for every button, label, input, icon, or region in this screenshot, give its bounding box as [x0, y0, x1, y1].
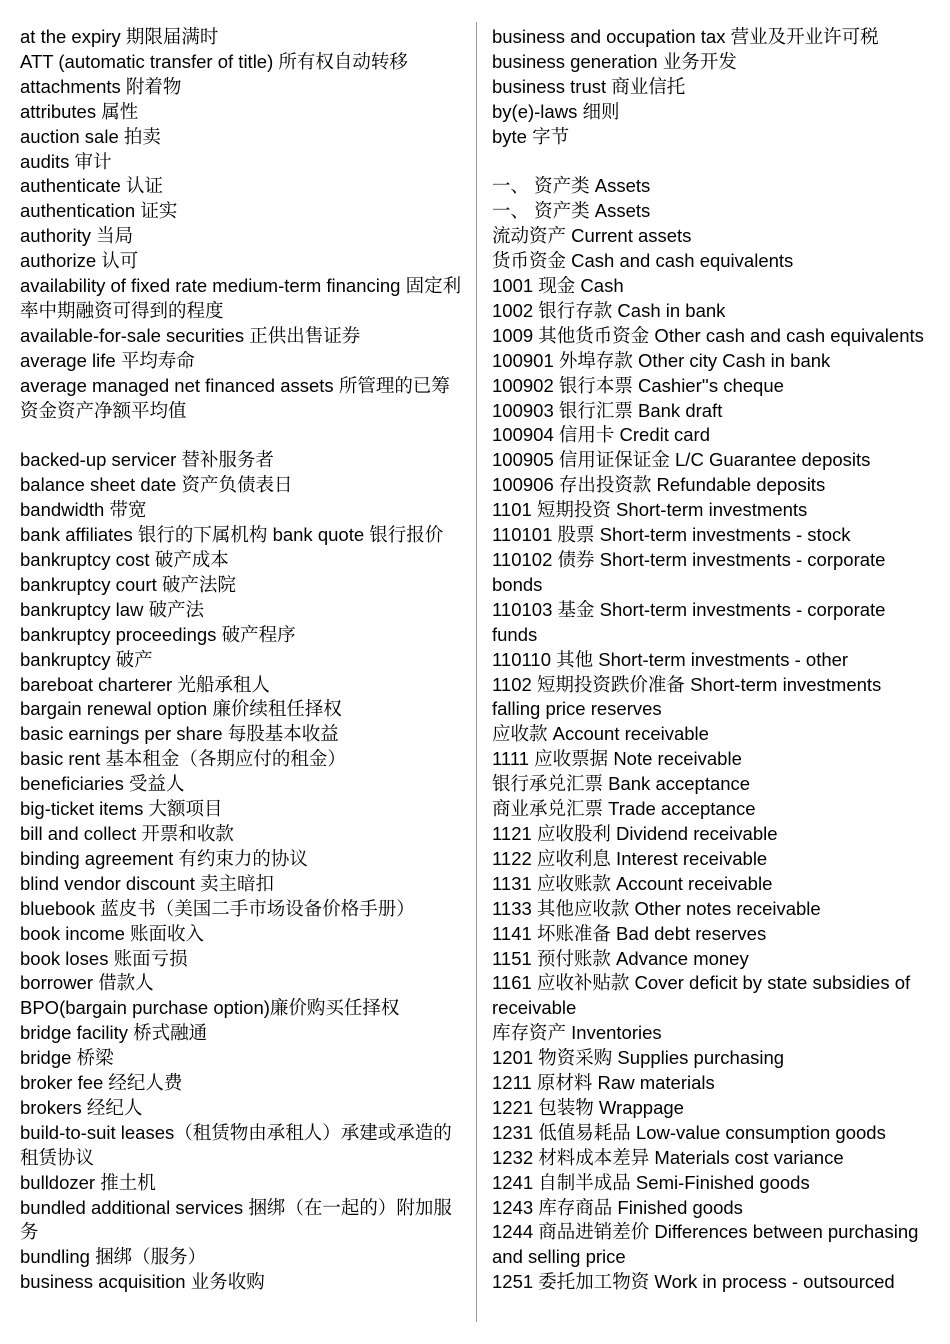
glossary-entry: 100905 信用证保证金 L/C Guarantee deposits	[492, 449, 871, 471]
glossary-entry: authenticate 认证	[20, 175, 163, 197]
glossary-entry: authentication 证实	[20, 200, 178, 222]
glossary-entry: book income 账面收入	[20, 922, 205, 944]
glossary-entry: 1232 材料成本差异 Materials cost variance	[492, 1146, 844, 1168]
glossary-entry: bill and collect 开票和收款	[20, 822, 234, 844]
glossary-entry: 1161 应收补贴款 Cover deficit by state subsidies of receivable	[492, 972, 911, 1019]
glossary-entry: availability of fixed rate medium-term financing 固定利率中期融资可得到的程度	[20, 275, 462, 321]
glossary-entry: attributes 属性	[20, 100, 139, 122]
blank-line	[20, 424, 465, 449]
glossary-entry: 应收款 Account receivable	[492, 723, 709, 745]
glossary-entry: 110110 其他 Short-term investments - other	[492, 648, 849, 670]
glossary-entry: build-to-suit leases（租赁物由承租人）承建或承造的租赁协议	[20, 1121, 452, 1168]
glossary-entry: 1102 短期投资跌价准备 Short-term investments falling price reserves	[492, 673, 882, 720]
glossary-entry: business generation 业务开发	[492, 50, 737, 72]
glossary-entry: 100906 存出投资款 Refundable deposits	[492, 474, 826, 496]
glossary-entry: 流动资产 Current assets	[492, 225, 692, 247]
glossary-entry: audits 审计	[20, 150, 112, 172]
glossary-entry: 货币资金 Cash and cash equivalents	[492, 250, 794, 272]
glossary-entry: 1241 自制半成品 Semi-Finished goods	[492, 1171, 810, 1193]
glossary-entry: average managed net financed assets 所管理的已筹资金资产净额平均值	[20, 374, 450, 421]
glossary-entry: bankruptcy court 破产法院	[20, 573, 236, 595]
glossary-entry: 1221 包装物 Wrappage	[492, 1096, 684, 1118]
glossary-entry: bundled additional services 捆绑（在一起的）附加服务	[20, 1196, 452, 1243]
glossary-entry: bundling 捆绑（服务）	[20, 1246, 207, 1268]
glossary-entry: business trust 商业信托	[492, 75, 686, 97]
glossary-entry: 1121 应收股利 Dividend receivable	[492, 822, 778, 844]
glossary-entry: bluebook 蓝皮书（美国二手市场设备价格手册）	[20, 897, 415, 919]
glossary-entry: bankruptcy cost 破产成本	[20, 549, 229, 571]
glossary-entry: auction sale 拍卖	[20, 125, 161, 147]
glossary-entry: bridge 桥梁	[20, 1047, 114, 1069]
glossary-entry: blind vendor discount 卖主暗扣	[20, 872, 274, 894]
glossary-entry: bankruptcy law 破产法	[20, 598, 205, 620]
glossary-entry: 110102 债券 Short-term investments - corporate bonds	[492, 549, 886, 595]
glossary-entry: bank affiliates 银行的下属机构 bank quote 银行报价	[20, 524, 444, 546]
glossary-entry: 1243 库存商品 Finished goods	[492, 1196, 743, 1218]
glossary-entry: bridge facility 桥式融通	[20, 1022, 208, 1044]
glossary-entry: bulldozer 推土机	[20, 1171, 156, 1193]
glossary-entry: binding agreement 有约束力的协议	[20, 847, 308, 869]
glossary-entry: 100901 外埠存款 Other city Cash in bank	[492, 349, 831, 371]
glossary-entry: 1211 原材料 Raw materials	[492, 1072, 715, 1094]
glossary-entry: byte 字节	[492, 125, 570, 147]
glossary-entry: book loses 账面亏损	[20, 947, 188, 969]
glossary-entry: 1131 应收账款 Account receivable	[492, 872, 773, 894]
glossary-entry: 1133 其他应收款 Other notes receivable	[492, 897, 821, 919]
glossary-entry: ATT (automatic transfer of title) 所有权自动转移	[20, 50, 408, 72]
glossary-entry: 1111 应收票据 Note receivable	[492, 748, 742, 770]
glossary-entry: backed-up servicer 替补服务者	[20, 449, 274, 471]
glossary-entry: bankruptcy 破产	[20, 648, 153, 670]
glossary-entry: business and occupation tax 营业及开业许可税	[492, 26, 879, 47]
glossary-entry: 1231 低值易耗品 Low-value consumption goods	[492, 1121, 886, 1143]
glossary-entry: 100902 银行本票 Cashier''s cheque	[492, 374, 784, 396]
glossary-entry: 1122 应收利息 Interest receivable	[492, 847, 768, 869]
glossary-entry: by(e)-laws 细则	[492, 100, 620, 122]
glossary-entry: business acquisition 业务收购	[20, 1271, 265, 1293]
glossary-entry: basic rent 基本租金（各期应付的租金）	[20, 748, 346, 770]
glossary-entry: bankruptcy proceedings 破产程序	[20, 623, 296, 645]
glossary-entry: 1002 银行存款 Cash in bank	[492, 299, 726, 321]
right-column	[492, 25, 924, 1295]
glossary-entry: borrower 借款人	[20, 972, 154, 994]
glossary-entry: 1001 现金 Cash	[492, 275, 624, 297]
glossary-entry: bandwidth 带宽	[20, 499, 147, 521]
glossary-entry: 100903 银行汇票 Bank draft	[492, 399, 723, 421]
glossary-entry: bareboat charterer 光船承租人	[20, 673, 270, 695]
glossary-entry: 110101 股票 Short-term investments - stock	[492, 524, 851, 546]
glossary-entry: 一、 资产类 Assets	[492, 200, 651, 222]
glossary-entry: authority 当局	[20, 225, 134, 247]
left-column	[20, 25, 465, 1295]
glossary-entry: 1244 商品进销差价 Differences between purchasing and selling price	[492, 1221, 919, 1268]
glossary-entry: 100904 信用卡 Credit card	[492, 424, 710, 446]
glossary-entry: beneficiaries 受益人	[20, 773, 185, 795]
glossary-entry: 银行承兑汇票 Bank acceptance	[492, 773, 751, 795]
glossary-entry: big-ticket items 大额项目	[20, 798, 223, 820]
glossary-entry: 1151 预付账款 Advance money	[492, 947, 749, 969]
glossary-entry: at the expiry 期限届满时	[20, 26, 219, 47]
glossary-entry: broker fee 经纪人费	[20, 1072, 183, 1094]
glossary-entry: BPO(bargain purchase option)廉价购买任择权	[20, 997, 400, 1019]
glossary-entry: 1201 物资采购 Supplies purchasing	[492, 1047, 785, 1069]
glossary-entry: basic earnings per share 每股基本收益	[20, 723, 339, 745]
glossary-entry: attachments 附着物	[20, 75, 182, 97]
glossary-entry: authorize 认可	[20, 250, 139, 272]
glossary-entry: average life 平均寿命	[20, 349, 195, 371]
glossary-entry: 1101 短期投资 Short-term investments	[492, 499, 808, 521]
glossary-entry: 1009 其他货币资金 Other cash and cash equivalents	[492, 324, 924, 346]
glossary-entry: 1141 坏账准备 Bad debt reserves	[492, 922, 767, 944]
glossary-entry: 商业承兑汇票 Trade acceptance	[492, 798, 756, 820]
glossary-entry: 110103 基金 Short-term investments - corporate funds	[492, 598, 886, 645]
blank-line	[492, 150, 924, 175]
glossary-entry: available-for-sale securities 正供出售证券	[20, 324, 361, 346]
glossary-entry: balance sheet date 资产负债表日	[20, 474, 293, 496]
column-divider	[476, 22, 477, 1322]
glossary-entry: 库存资产 Inventories	[492, 1022, 662, 1044]
glossary-entry: brokers 经纪人	[20, 1096, 143, 1118]
glossary-entry: 1251 委托加工物资 Work in process - outsourced	[492, 1271, 895, 1293]
glossary-entry: bargain renewal option 廉价续租任择权	[20, 698, 342, 720]
glossary-entry: 一、 资产类 Assets	[492, 175, 651, 197]
